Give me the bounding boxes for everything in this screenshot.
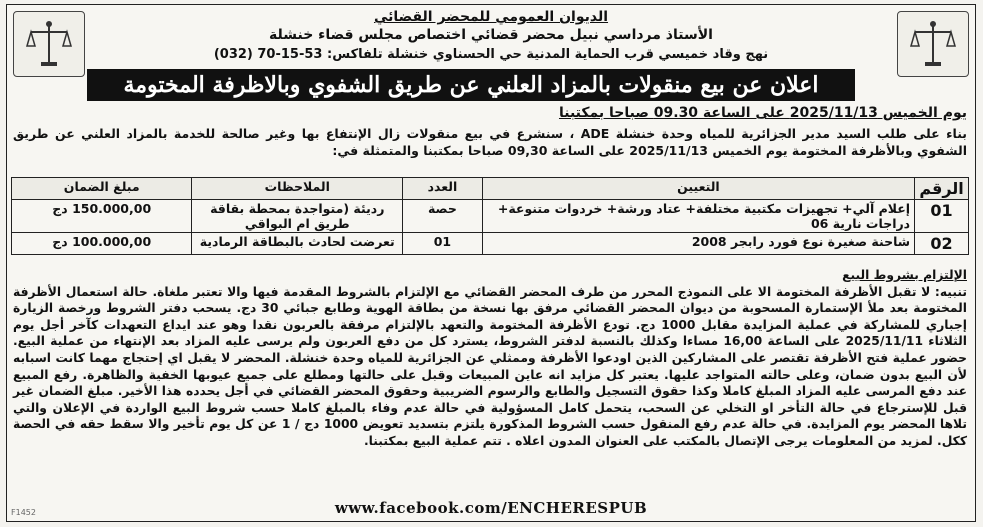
row-number: 02: [915, 233, 969, 255]
intro-paragraph: بناء على طلب السيد مدير الجزائرية للمياه وحدة خنشلة ADE ، سنشرع في بيع منقولات زال الإنتفاع بها وغير صالحة للخدمة بالمزاد العلني عن طريق الشفوي وبالأظرفة المختومة يوم الخميس 2025/11/13 على الساعة 09,30 صباحا بمكتبنا والمتمثلة في:: [13, 126, 967, 158]
items-table: [11, 177, 969, 255]
row-number: 01: [915, 200, 969, 233]
col-notes: الملاحظات: [192, 178, 403, 200]
col-quantity: العدد: [403, 178, 483, 200]
terms-body: تنبيه: لا تقبل الأظرفة المختومة الا على النموذج المحرر من طرف المحضر القضائي مع الإلتزام بالشروط المقدمة فيها والا تعتبر ملغاة. حالة استعمال الأظرفة المختومة بعد ملأ الإستمارة المسحوبة من ديوان المحضر القضائي مرفق بها نسخة من بطاقة الهوية وطابع جبائي 30 دج. يسحب دفتر الشروط ورخصة الزيارة إجباري للمشاركة في عملية المزايدة مقابل 1000 دج. تودع الأظرفة المختومة والتعهد بالإلتزام مرفقة بالعربون نقدا وهو عند ايداع التعهدات كآخر أجل يوم الثلاثاء 2025/11/11 على الساعة 16,00 مساءا وكذلك بالنسبة لدفتر الشروط، يسترد كل من دفع العربون ولم يرسى عليه المزاد بعد الإنتهاء من عملية البيع. حضور عملية فتح الأظرفة تقتصر على المشاركين الذين اودعوا الأظرفة وممثلي عن الجزائرية للمياه وحدة خنشلة. المحضر لا يقبل اي إحتجاج مهما كانت اسبابه لأن البيع بدون ضمان، وعلى حالته المتواجد عليها. يعتبر كل مزايد انه عاين المبيعات وقبل على حالتها ومطلع على جميع عيوبها الخفية والظاهرة. رفع المبيع عند دفع المرسى عليه المزاد المبلغ كاملا وكذا حقوق التسجيل والطابع والرسوم الضريبية وحقوق المحضر القضائي في أجل يحدده هذا الأخير. مبلغ الضمان غير قبل للإسترجاع في حالة التأخر او التخلي عن السحب، يتحمل كامل المسؤولية في حالة عدم وفاء بالمبلغ كاملا حسب شروط البيع الواردة في الإعلان والتي تلاها المحضر يوم المزايدة. في حالة عدم رفع المنقول حسب الشروط المذكورة يلتزم بتسديد تعويض 1000 دج / 1 عن كل يوم تأخير والا سقط حقه في الحصة ككل. لمزيد من المعلومات يرجى الإتصال بالمكتب على العنوان المدون اعلاه . تتم عملية البيع بمكتبنا.: [13, 284, 967, 448]
bailiff-emblem-left: [13, 11, 85, 77]
table-row: [12, 233, 969, 255]
row-quantity: 01: [403, 233, 483, 255]
bailiff-name: الأستاذ مرداسي نبيل محضر قضائي اختصاص مجلس قضاء خنشلة: [269, 27, 713, 43]
row-description: شاحنة صغيرة نوع فورد رابجر 2008: [482, 233, 914, 255]
row-notes: رديئة (متواجدة بمحطة بقاقة طريق ام البواقي: [192, 200, 403, 233]
row-notes: تعرضت لحادث بالبطاقة الرمادية: [192, 233, 403, 255]
terms-section: [13, 267, 967, 450]
reference-code: F1452: [11, 508, 36, 517]
terms-title: الإلتزام بشروط البيع: [842, 268, 967, 282]
bailiff-emblem-right: [897, 11, 969, 77]
announcement-page: [6, 4, 976, 522]
col-deposit: مبلغ الضمان: [12, 178, 192, 200]
announcement-banner: اعلان عن بيع منقولات بالمزاد العلني عن طريق الشفوي وبالاظرفة المختومة: [87, 69, 855, 101]
facebook-link[interactable]: www.facebook.com/ENCHERESPUB: [334, 499, 648, 517]
scales-of-justice-icon: [21, 18, 77, 70]
table-header-row: [12, 178, 969, 200]
row-deposit: 150.000,00 دج: [12, 200, 192, 233]
table-row: [12, 200, 969, 233]
row-deposit: 100.000,00 دج: [12, 233, 192, 255]
office-title: الديوان العمومي للمحضر القضائي: [373, 9, 609, 25]
office-address: نهج وقاد خميسي قرب الحماية المدنية حي الحسناوي خنشلة تلفاكس: 53-15-70 (032): [213, 47, 769, 62]
scales-of-justice-icon: [905, 18, 961, 70]
row-description: إعلام آلي+ تجهيزات مكتبية مختلفة+ عتاد ورشة+ خردوات متنوعة+ دراجات نارية 06: [482, 200, 914, 233]
col-number: الرقم: [915, 178, 969, 200]
col-description: التعيين: [482, 178, 914, 200]
row-quantity: حصة: [403, 200, 483, 233]
auction-date: يوم الخميس 2025/11/13 على الساعة 09.30 صباحا بمكتبنا: [558, 105, 967, 121]
